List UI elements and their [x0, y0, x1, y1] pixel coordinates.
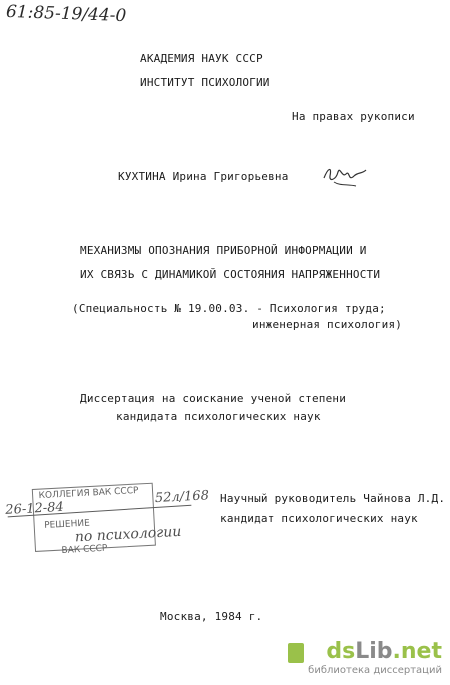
- watermark-subtitle: библиотека диссертаций: [308, 665, 442, 676]
- stamp-date: 26-12-84: [4, 499, 65, 518]
- dissertation-line-2: кандидата психологических наук: [116, 410, 321, 423]
- library-stamp: КОЛЛЕГИЯ ВАК СССР РЕШЕНИЕ ВАК СССР 26-12-84 52л/168 по психологии: [2, 479, 198, 561]
- stamp-handwritten: по психологии: [74, 523, 182, 546]
- specialty-line-1: (Специальность № 19.00.03. - Психология труда;: [72, 302, 386, 315]
- author-name: КУХТИНА Ирина Григорьевна: [118, 170, 289, 183]
- supervisor-line-2: кандидат психологических наук: [220, 512, 418, 525]
- archive-code: 61:85-19/44-0: [5, 1, 127, 27]
- academy-name: АКАДЕМИЯ НАУК СССР: [140, 52, 263, 65]
- stamp-number: 52л/168: [154, 488, 210, 507]
- institute-name: ИНСТИТУТ ПСИХОЛОГИИ: [140, 76, 270, 89]
- place-year: Москва, 1984 г.: [160, 610, 263, 623]
- book-icon: [288, 643, 304, 663]
- title-line-2: ИХ СВЯЗЬ С ДИНАМИКОЙ СОСТОЯНИЯ НАПРЯЖЕННОСТИ: [80, 268, 381, 281]
- specialty-line-2: инженерная психология): [252, 318, 403, 331]
- rights-note: На правах рукописи: [292, 110, 415, 123]
- author-signature: [320, 160, 370, 194]
- watermark-logo: dsLib.net: [326, 639, 442, 664]
- watermark: [292, 639, 442, 679]
- supervisor-line-1: Научный руководитель Чайнова Л.Д.: [220, 492, 446, 505]
- title-line-1: МЕХАНИЗМЫ ОПОЗНАНИЯ ПРИБОРНОЙ ИНФОРМАЦИИ И: [80, 244, 367, 257]
- dissertation-line-1: Диссертация на соискание ученой степени: [80, 392, 347, 405]
